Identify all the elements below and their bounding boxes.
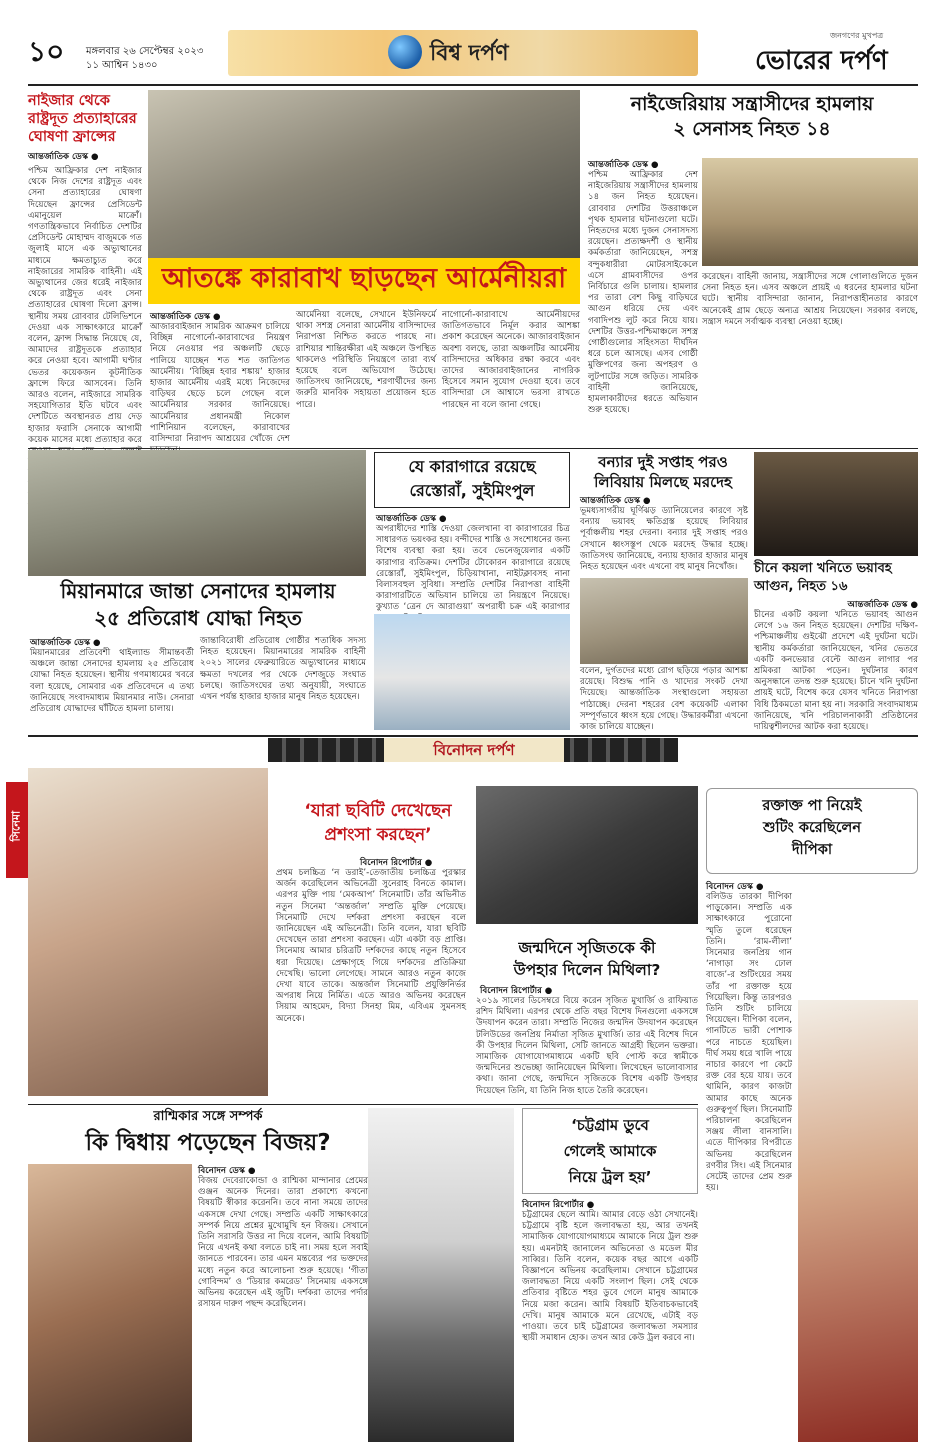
libya-photo xyxy=(580,578,748,664)
china-photo xyxy=(754,452,918,556)
china-body: চীনের একটি কয়লা খনিতে ভয়াবহ আগুন লেগে ১৬ জন নিহত হয়েছেন। দেশটির দক্ষিণ-পশ্চিমাঞ্চলীয় গুইঝৌ প্রদেশে এই দুর্ঘটনা ঘটে। স্থানীয় কর্মকর্তারা জানিয়েছেন, খনির ভেতরে একটি কনভেয়ার বেল্টে আগুন লাগার পর শ্রমিকরা আটকা পড়েন। দুর্ঘটনার কারণ অনুসন্ধানে তদন্ত শুরু হয়েছে। চীনে খনি দুর্ঘটনা প্রায়ই ঘটে, বিশেষ করে যেসব খনিতে নিরাপত্তা বিধি ঠিকমতো মানা হয় না। সরকারি সংবাদমাধ্যম জানিয়েছে, খনি পরিচালনাকারী প্রতিষ্ঠানের দায়িত্বশীলদের আটক করা হয়েছে। xyxy=(754,610,918,733)
deepika-body: বলিউড তারকা দীপিকা পাড়ুকোন। সম্প্রতি এক সাক্ষাৎকারে পুরোনো স্মৃতি তুলে ধরেছেন তিনি। ‘রাম-লীলা’ সিনেমার জনপ্রিয় গান ‘নাগাড়া সং ঢোল বাজে’-র শুটিংয়ের সময় তাঁর পা রক্তাক্ত হয়ে গিয়েছিল। কিন্তু তারপরও তিনি শুটিং চালিয়ে গিয়েছেন। দীপিকা বলেন, গানটিতে ভারী পোশাক পরে নাচতে হয়েছিল। দীর্ঘ সময় ধরে খালি পায়ে নাচার কারণে পা কেটে রক্ত বের হয়ে যায়। তবে থামিনি, কারণ কাজটা আমার কাছে অনেক গুরুত্বপূর্ণ ছিল। সিনেমাটি পরিচালনা করেছিলেন সঞ্জয় লীলা বানসালি। এতে দীপিকার বিপরীতে অভিনয় করেছিলেন রণবীর সিং। এই সিনেমার সেটেই তাদের প্রেম শুরু হয়। xyxy=(706,892,792,1194)
deepika-photo xyxy=(798,1000,918,1442)
masthead-logo: ভোরের দর্পণ xyxy=(755,46,888,76)
armenia-col1: আজারবাইজান সামরিক আক্রমণ চালিয়ে বিচ্ছিন্ন নাগোর্নো-কারাবাখের নিয়ন্ত্রণ নিয়ে নেওয়ার পর অঞ্চলটি ছেড়ে পালিয়ে যাচ্ছেন শত শত জাতিগত আর্মেনীয়। ‘বিচ্ছিন্ন হবার শঙ্কায়’ হাজার হাজার আর্মেনীয় এরই মধ্যে নিজেদের বাড়িঘর ছেড়ে চলে গেছেন বলে আর্মেনিয়ার সরকার জানিয়েছে। আর্মেনিয়ার প্রধানমন্ত্রী নিকোল পাশিনিয়ান বলেছেন, কারাবাখের বাসিন্দারা নিরাপদ আশ্রয়ের খোঁজে দেশ xyxy=(150,322,290,445)
mithila-body: ২০১৯ সালের ডিসেম্বরে বিয়ে করেন সৃজিত মুখার্জি ও রাফিয়াত রশিদ মিথিলা। এরপর থেকে প্রতি বছর বিশেষ দিনগুলো একসঙ্গে উদযাপন করেন তারা। সম্প্রতি নিজের জন্মদিন উদযাপন করেছেন টলিউডের জনপ্রিয় নির্মাতা সৃজিত মুখার্জি। তার এই বিশেষ দিনে কী উপহার দিলেন মিথিলা, সেটি জানতে আগ্রহী ছিলেন ভক্তরা। সামাজিক যোগাযোগমাধ্যমে একটি ছবি পোস্ট করে স্বামীকে জন্মদিনের শুভেচ্ছা জানিয়েছেন মিথিলা। লিখেছেন ভালোবাসার কথা। জানা গেছে, জন্মদিনে সৃজিতকে বিশেষ একটি উপহার দিয়েছেন তিনি, যা তিনি নিজ হাতে তৈরি করেছেন। xyxy=(476,996,698,1096)
deepika-title-line3: দীপিকা xyxy=(791,842,833,858)
mir-body: চট্টগ্রামের ছেলে আমি। আমার বেড়ে ওঠা সেখানেই। চট্টগ্রামে বৃষ্টি হলে জলাবদ্ধতা হয়, আর তখনই সামাজিক যোগাযোগমাধ্যমে আমাকে নিয়ে ট্রল শুরু হয়। এমনটাই জানালেন অভিনেতা ও মডেল মীর সাব্বির। তিনি বলেন, কয়েক বছর আগে একটি বিজ্ঞাপনে অভিনয় করেছিলাম। সেখানে চট্টগ্রামের জলাবদ্ধতা নিয়ে একটি সংলাপ ছিল। সেই থেকে প্রতিবার বৃষ্টিতে শহর ডুবে গেলে মানুষ আমাকে নিয়ে মজা করেন। আমি বিষয়টি ইতিবাচকভাবেই দেখি। মানুষ আমাকে মনে রেখেছে, এটাই বড় পাওয়া। তবে চাই চট্টগ্রামের জলাবদ্ধতা সমস্যার স্থায়ী সমাধান হোক। তখন আর কেউ ট্রল করবে না। xyxy=(522,1210,698,1344)
page-number: ১০ xyxy=(28,35,65,68)
myanmar-col2: জান্তাবিরোধী প্রতিরোধ গোষ্ঠীর শতাধিক সদস্য নিহত হয়েছেন। মিয়ানমারের সামরিক বাহিনী ২০২১ সালের ফেব্রুয়ারিতে অভ্যুত্থানের মাধ্যমে ক্ষমতা দখলের পর থেকে দেশজুড়ে সংঘাত চলছে। জাতিসংঘের তথ্য অনুযায়ী, সংঘাতে এখন পর্যন্ত হাজার হাজার মানুষ নিহত হয়েছেন। xyxy=(200,636,366,703)
article-title: নাইজার থেকে রাষ্ট্রদূত প্রত্যাহারের ঘোষণা ফ্রান্সের xyxy=(28,93,137,145)
nigeria-body: পশ্চিম আফ্রিকার দেশ নাইজেরিয়ায় সন্ত্রাসীদের হামলায় ১৪ জন নিহত হয়েছেন। রোববার দেশটির উত্তরাঞ্চলে পৃথক হামলার ঘটনাগুলো ঘটে। নিহতদের মধ্যে দুজন সেনাসদস্য রয়েছেন। প্রত্যক্ষদর্শী ও স্থানীয় কর্মকর্তারা জানিয়েছেন, সশস্ত্র বন্দুকধারীরা মোটরসাইকেলে এসে গ্রামবাসীদের ওপর নির্বিচারে গুলি চালায়। হামলার পর তারা বেশ কিছু বাড়িঘরে আগুন ধরিয়ে দেয় এবং গবাদিপশু লুট করে নিয়ে যায়। দেশটির উত্তর-পশ্চিমাঞ্চলে সশস্ত্র গোষ্ঠীগুলোর সহিংসতা দীর্ঘদিন ধরে চলে আসছে। এসব গোষ্ঠী মুক্তিপণের জন্য অপহরণ ও লুটপাটের সঙ্গে জড়িত। সামরিক বাহিনী জানিয়েছে, হামলাকারীদের ধরতে অভিযান শুরু হয়েছে। xyxy=(588,170,698,416)
myanmar-byline: আন্তর্জাতিক ডেস্ক ● xyxy=(30,638,101,648)
globe-icon xyxy=(388,35,422,69)
vijay-kicker: রাশ্মিকার সঙ্গে সম্পর্ক xyxy=(153,1109,263,1124)
page-header xyxy=(0,0,945,86)
deepika-title-line1: রক্তাক্ত পা নিয়েই xyxy=(762,798,862,814)
mir-title-line1: ‘চট্টগ্রাম ডুবে xyxy=(571,1116,649,1134)
vijay-title: কি দ্বিধায় পড়েছেন বিজয়? xyxy=(85,1130,331,1156)
section-title: বিশ্ব দর্পণ xyxy=(430,41,509,66)
libya-byline: আন্তর্জাতিক ডেস্ক ● xyxy=(580,496,651,506)
mithila-byline: বিনোদন রিপোর্টার ● xyxy=(480,986,553,996)
actress-photo xyxy=(28,768,268,1096)
myanmar-col1: মিয়ানমারের প্রতিবেশী থাইল্যান্ড সীমান্তবর্তী অঞ্চলে জান্তা সেনাদের হামলায় ২৫ প্রতিরোধ যোদ্ধা নিহত হয়েছেন। স্থানীয় গণমাধ্যমের খবরে বলা হয়েছে, সোমবার এক প্রতিবেদনে এ তথ্য জানিয়েছে সংবাদমাধ্যম মিয়ানমার নাউ। সেনারা প্রতিরোধ যোদ্ধাদের ঘাঁটিতে হামলা চালায়। xyxy=(30,648,194,715)
byline: আন্তর্জাতিক ডেস্ক ● xyxy=(28,152,99,162)
article-title-line1: নাইজেরিয়ায় সন্ত্রাসীদের হামলায় xyxy=(630,93,874,115)
prison-body: অপরাধীদের শাস্তি দেওয়া জেলখানা বা কারাগারের চিত্র সাধারণত ভয়ংকর হয়। বন্দীদের শাস্তি ও সংশোধনের জন্য বিশেষ ব্যবস্থা করা হয়। তবে ভেনেজুয়েলার একটি কারাগার ব্যতিক্রম। দেশটির টোকোরন কারাগারে রয়েছে রেস্তোরাঁ, সুইমিংপুল, চিড়িয়াখানা, নাইটক্লাবসহ নানা বিলাসবহুল সুবিধা। সম্প্রতি দেশটির নিরাপত্তা বাহিনী কারাগারটিতে অভিযান চালিয়ে তা নিয়ন্ত্রণে নিয়েছে। কুখ্যাত ‘ত্রেন দে আরাগুয়া’ অপরাধী চক্র এই কারাগার xyxy=(376,524,570,613)
mithila-title-line1: জন্মদিনে সৃজিতকে কী xyxy=(518,939,656,957)
armenia-byline: আন্তর্জাতিক ডেস্ক ● xyxy=(150,312,221,322)
brand-tagline: জনগণের মুখপত্র xyxy=(830,31,884,40)
nigeria-col2: করেছেন। বাহিনী জানায়, সন্ত্রাসীদের সঙ্গে গোলাগুলিতে দুজন সেনা নিহত হন। এসব অঞ্চলে প্রায়ই এ ধরনের হামলার ঘটনা ঘটে। স্থানীয় বাসিন্দারা জানান, নিরাপত্তাহীনতার কারণে অনেকেই গ্রাম ছেড়ে অন্যত্র আশ্রয় নিয়েছেন। সরকার বলছে, সন্ত্রাস দমনে সর্বাত্মক ব্যবস্থা নেওয়া হচ্ছে। xyxy=(702,272,918,327)
libya-title-line1: বন্যার দুই সপ্তাহ পরও xyxy=(598,453,728,471)
libya-col1: ভূমধ্যসাগরীয় ঘূর্ণিঝড় ড্যানিয়েলের কারণে সৃষ্ট বন্যায় ভয়াবহ ক্ষতিগ্রস্ত হয়েছে লিবিয়ার পূর্বাঞ্চলীয় শহর দেরনা। বন্যার দুই সপ্তাহ পরও সেখানে ধ্বংসস্তূপ থেকে মরদেহ উদ্ধার হচ্ছে। জাতিসংঘ জানিয়েছে, বন্যায় হাজার হাজার মানুষ নিহত হয়েছেন এবং এখনো বহু মানুষ নিখোঁজ। xyxy=(580,506,748,573)
date-line-1: মঙ্গলবার ২৬ সেপ্টেম্বর ২০২৩ xyxy=(86,46,204,57)
armenia-headline: আতঙ্কে কারাবাখ ছাড়ছেন আর্মেনীয়রা xyxy=(161,263,567,294)
mim-body: প্রথম চলচ্চিত্র ‘ন ডরাই’-তেজাতীয় চলচ্চিত্র পুরস্কার অর্জন করেছিলেন অভিনেত্রী সুনেরাহ বিনতে কামাল। এরপর মুক্তি পায় ‘মেকআপ’ সিনেমাটি। তাঁর অভিনীত নতুন সিনেমা ‘অন্তর্জাল’ সম্প্রতি মুক্তি পেয়েছে। সিনেমাটি দেখে দর্শকরা প্রশংসা করছেন বলে জানিয়েছেন এই অভিনেত্রী। তিনি বলেন, যারা ছবিটি দেখেছেন তারা প্রশংসা করছেন। এটা একটা বড় প্রাপ্তি। সিনেমায় আমার চরিত্রটি দর্শকদের কাছে নতুন হিসেবে ধরা দিয়েছে। প্রেক্ষাগৃহে গিয়ে দর্শকদের প্রতিক্রিয়া দেখেছি। ভালো লেগেছে। সামনে আরও নতুন কাজে দেখা যাবে তাকে। অন্তর্জাল সিনেমাটি প্রযুক্তিনির্ভর অপরাধ নিয়ে নির্মিত। এতে আরও অভিনয় করেছেন সিয়াম আহমেদ, বিদ্যা সিনহা মিম, এবিএম সুমনসহ অনেকে। xyxy=(276,868,466,1024)
china-title-line1: চীনে কয়লা খনিতে ভয়াবহ xyxy=(754,561,892,576)
myanmar-photo xyxy=(28,450,366,576)
vijay-byline: বিনোদন ডেস্ক ● xyxy=(198,1166,256,1176)
entertainment-section-title: বিনোদন দর্পণ xyxy=(384,738,564,762)
cinema-vertical-text: সিনেমা xyxy=(9,810,23,842)
vijay-rashmika-photo xyxy=(28,1164,192,1442)
libya-title-line2: লিবিয়ায় মিলছে মরদেহ xyxy=(594,473,732,491)
nigeria-byline: আন্তর্জাতিক ডেস্ক ● xyxy=(588,160,659,170)
couple-photo xyxy=(476,786,698,924)
article-niger xyxy=(28,92,142,445)
mim-title-line1: ‘যারা ছবিটি দেখেছেন xyxy=(304,801,452,821)
armenia-col3: নাগোর্নো-কারাবাখে আর্মেনীয়দের জাতিগতভাবে নির্মূল করার আশঙ্কা প্রকাশ করেছেন অনেকে। আজারবাইজান অবশ্য বলছে, তারা অঞ্চলটির আর্মেনীয় বাসিন্দাদের অধিকার রক্ষা করবে এবং তাদের আজারবাইজানের নাগরিক হিসেবে সমান সুযোগ দেওয়া হবে। তবে বাসিন্দারা সে আশ্বাসে ভরসা রাখতে পারছেন না বলে জানা গেছে। xyxy=(442,310,580,410)
libya-col2: বলেন, দুর্গতদের মধ্যে রোগ ছড়িয়ে পড়ার আশঙ্কা রয়েছে। বিশুদ্ধ পানি ও খাদ্যের সংকট দেখা দিয়েছে। আন্তর্জাতিক সংস্থাগুলো সহায়তা পাঠাচ্ছে। দেরনা শহরের বেশ কয়েকটি এলাকা সম্পূর্ণভাবে ধ্বংস হয়ে গেছে। উদ্ধারকর্মীরা এখনো কাজ চালিয়ে যাচ্ছেন। xyxy=(580,666,748,733)
myanmar-title-line1: মিয়ানমারে জান্তা সেনাদের হামলায় xyxy=(60,579,336,603)
prison-title-line1: যে কারাগারে রয়েছে xyxy=(408,457,536,476)
prison-byline: আন্তর্জাতিক ডেস্ক ● xyxy=(376,514,447,524)
prison-photo xyxy=(374,614,570,730)
mithila-title-line2: উপহার দিলেন মিথিলা? xyxy=(513,961,661,979)
article-body: পশ্চিম আফ্রিকার দেশ নাইজার থেকে নিজ দেশের রাষ্ট্রদূত এবং সেনা প্রত্যাহারের ঘোষণা দিয়েছেন ফ্রান্সের প্রেসিডেন্ট এমানুয়েল মাক্রোঁ। গণতান্ত্রিকভাবে নির্বাচিত দেশটির প্রেসিডেন্ট মোহাম্মদ বাজুমকে গত জুলাই মাসে এক অভ্যুত্থানের মাধ্যমে ক্ষমতাচ্যুত করে নাইজারের সামরিক বাহিনী। এই অভ্যুত্থানের জের ধরেই নাইজার থেকে রাষ্ট্রদূত এবং সেনা প্রত্যাহারের ঘোষণা দিলো ফ্রান্স। স্থানীয় সময় রোববার টেলিভিশনে দেওয়া এক সাক্ষাৎকারে মাক্রোঁ বলেন, ফ্রান্স সিদ্ধান্ত নিয়েছে যে, আমাদের রাষ্ট্রদূতকে প্রত্যাহার করে নেওয়া হবে। আগামী ঘণ্টার ভেতর কয়েকজন কূটনীতিক ফ্রান্সে ফিরে আসবেন। তিনি আরও বলেন, নাইজারে সামরিক সহযোগিতার ইতি ঘটবে এবং দেশটিতে অবস্থানরত প্রায় দেড় হাজার ফরাসি সেনাকে আগামী কয়েক মাসের মধ্যে প্রত্যাহার করে xyxy=(28,166,142,445)
mir-title-line3: নিয়ে ট্রল হয়’ xyxy=(568,1168,652,1186)
myanmar-title-line2: ২৫ প্রতিরোধ যোদ্ধা নিহত xyxy=(94,606,302,630)
armenia-photo xyxy=(148,90,580,258)
actor-photo xyxy=(368,1108,514,1442)
mim-title-line2: প্রশংসা করছেন’ xyxy=(324,825,432,845)
armenia-col2: আর্মেনিয়া বলেছে, সেখানে ইউনিফর্মে থাকা সশস্ত্র সেনারা আর্মেনীয় বাসিন্দাদের নিরাপত্তা নিশ্চিত করতে পারছে না। রাশিয়ার শান্তিরক্ষীরা এই অঞ্চলে উপস্থিত থাকলেও পরিস্থিতি নিয়ন্ত্রণে তারা ব্যর্থ হয়েছে বলে অভিযোগ উঠেছে। জাতিসংঘ জানিয়েছে, শরণার্থীদের জন্য জরুরি মানবিক সহায়তা প্রয়োজন হতে পারে। xyxy=(296,310,436,410)
mir-byline: বিনোদন রিপোর্টার ● xyxy=(522,1200,595,1210)
deepika-byline: বিনোদন ডেস্ক ● xyxy=(706,882,764,892)
china-title-line2: আগুন, নিহত ১৬ xyxy=(754,579,848,594)
deepika-title-line2: শুটিং করেছিলেন xyxy=(763,820,861,836)
nigeria-photo xyxy=(702,158,918,266)
date-line-2: ১১ আশ্বিন ১৪৩০ xyxy=(86,60,158,71)
article-title-line2: ২ সেনাসহ নিহত ১৪ xyxy=(673,118,831,140)
china-byline: আন্তর্জাতিক ডেস্ক ● xyxy=(847,600,918,610)
mim-byline: বিনোদন রিপোর্টার ● xyxy=(360,858,433,868)
prison-title-line2: রেস্তোরাঁ, সুইমিংপুল xyxy=(409,481,535,500)
mir-title-line2: গেলেই আমাকে xyxy=(563,1142,657,1160)
vijay-body: বিজয় দেবেরাকোন্ডা ও রাশ্মিকা মান্দানার প্রেমের গুঞ্জন অনেক দিনের। তারা প্রকাশ্যে কখনো বিষয়টি স্বীকার করেননি। তবে নানা সময়ে তাদের একসঙ্গে দেখা গেছে। সম্প্রতি একটি সাক্ষাৎকারে সম্পর্ক নিয়ে প্রশ্নের মুখোমুখি হন বিজয়। সেখানে তিনি সরাসরি উত্তর না দিয়ে বলেন, আমি বিষয়টি নিয়ে এখনই কথা বলতে চাই না। সময় হলে সবাই জানতে পারবেন। তার এমন মন্তব্যের পর ভক্তদের মধ্যে নতুন করে আলোচনা শুরু হয়েছে। ‘গীতা গোবিন্দম’ ও ‘ডিয়ার কমরেড’ সিনেমায় একসঙ্গে অভিনয় করেছেন এই জুটি। দর্শকরা তাদের পর্দার রসায়ন দারুণ পছন্দ করেছিলেন। xyxy=(198,1176,368,1310)
